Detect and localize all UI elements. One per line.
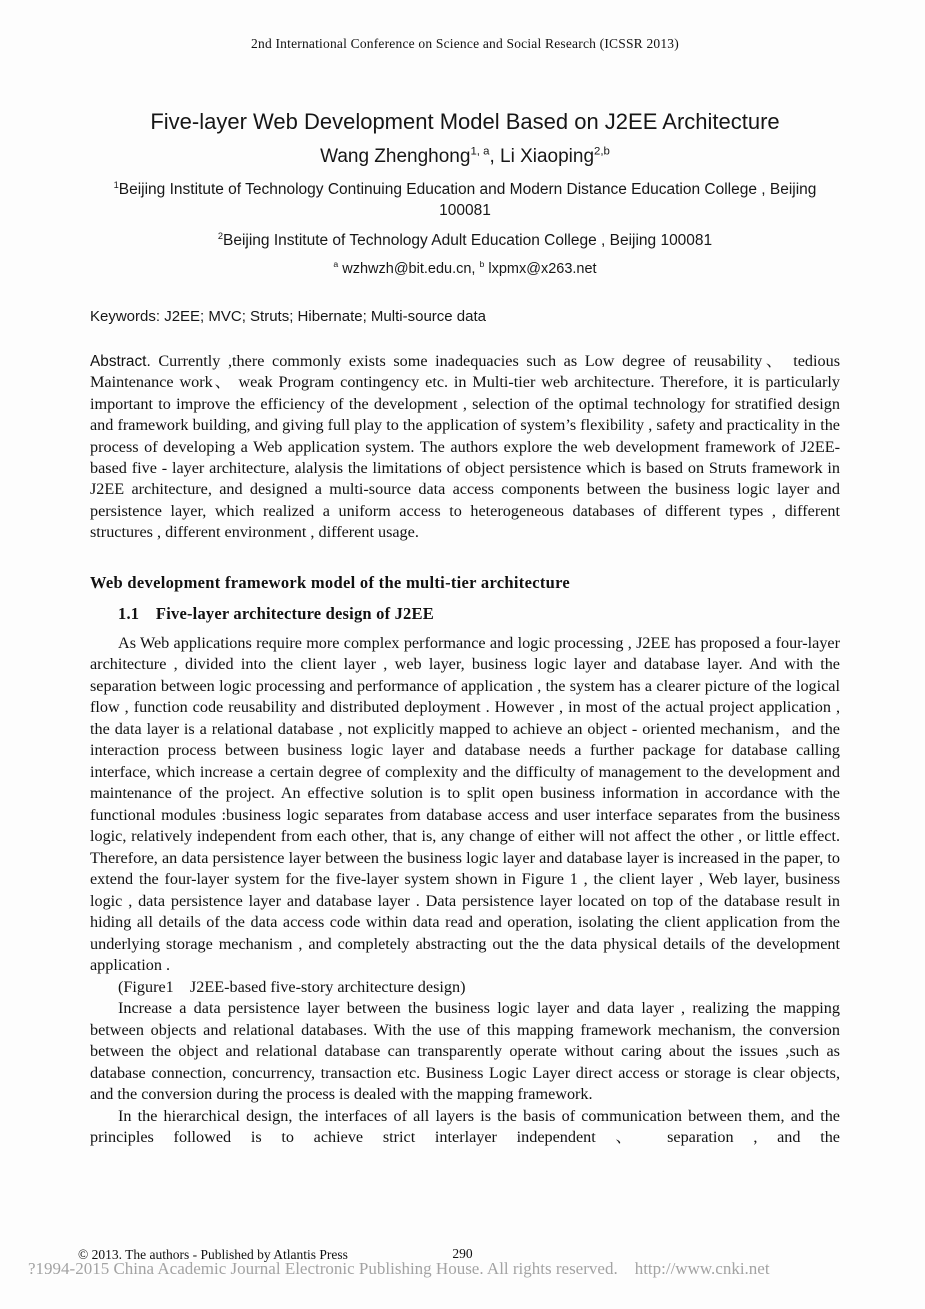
affiliation-1 bbox=[90, 179, 840, 221]
body-paragraph-1: As Web applications require more complex performance and logic processing , J2EE has proposed a four-layer architecture , divided into the client layer , web layer, business logic layer and database layer. And with the separation between logic processing and performance of application , the system has a clearer picture of the logical flow , function code reusability and distributed deployment . However , in most of the actual project application , the data layer is a relational database , not explicitly mapped to achieve an object - oriented mechanism，and the interaction process between business logic layer and database needs a further package for database calling interface, which increase a certain degree of complexity and the difficulty of management to the development and maintenance of the project. An effective solution is to split open business information in accordance with the functional modules :business logic separates from database access and user interface separates from the business logic, relatively independent from each other, that is, any change of either will not affect the other , or little effect. Therefore, an data persistence layer between the business logic layer and database layer is increased in the paper, to extend the four-layer system for the five-layer system shown in Figure 1 , the client layer , Web layer, business logic , data persistence layer and database layer . Data persistence layer located on top of the database result in hiding all details of the data access code within data read and operation, isolating the client application from the underlying storage mechanism , and completely abstracting out the the data physical details of the development application . bbox=[90, 633, 840, 975]
running-header: 2nd International Conference on Science and Social Research (ICSSR 2013) bbox=[251, 36, 679, 51]
affiliation-2-text: Beijing Institute of Technology Adult Education College , Beijing 100081 bbox=[223, 232, 713, 249]
author-2-name: Li Xiaoping bbox=[500, 146, 595, 167]
body-paragraph-3: In the hierarchical design, the interfaces of all layers is the basis of communication between them, and the principles followed is to achieve strict interlayer independent 、 separation , and the bbox=[90, 1106, 840, 1147]
author-1-superscript: 1, a bbox=[470, 145, 490, 158]
cnki-watermark: ?1994-2015 China Academic Journal Electronic Publishing House. All rights reserved. http://www.cnki.net bbox=[28, 1259, 770, 1278]
email-b-address: lxpmx@x263.net bbox=[484, 261, 597, 277]
author-line bbox=[90, 146, 840, 168]
author-separator: , bbox=[489, 146, 501, 167]
subsection-heading: 1.1 Five-layer architecture design of J2EE bbox=[118, 603, 434, 623]
section-heading: Web development framework model of the multi-tier architecture bbox=[90, 572, 571, 592]
email-a-address: wzhwzh@bit.edu.cn, bbox=[338, 261, 480, 277]
body-paragraph-2: Increase a data persistence layer between the business logic layer and data layer , realizing the mapping between objects and relational databases. With the use of this mapping framework mechanism, the conversion between the object and relational database can transparently operate without caring about the issues ,such as database connection, concurrency, transaction etc. Business Logic Layer direct access or storage is clear objects, and the conversion during the process is dealed with the mapping framework. bbox=[90, 999, 840, 1104]
page-number: 290 bbox=[452, 1246, 473, 1261]
author-2-superscript: 2,b bbox=[594, 145, 610, 158]
abstract-text: Currently ,there commonly exists some inadequacies such as Low degree of reusability、 tedious Maintenance work、 weak Program contingency etc. in Multi-tier web architecture. Therefore, it is particularly important to improve the efficiency of the development , selection of the optimal technology for stratified design and framework building, and giving full play to the application of system’s flexibility , safety and practicality in the process of developing a Web application system. The authors explore the web development framework of J2EE-based five - layer architecture, alalysis the limitations of object persistence which is based on Struts framework in J2EE architecture, and designed a multi-source data access components between the business logic layer and persistence layer, which realized a uniform access to heterogeneous databases of different types , different structures , different environment , different usage. bbox=[90, 352, 840, 542]
affiliation-1-text: Beijing Institute of Technology Continuing Education and Modern Distance Education College , Beijing 100081 bbox=[118, 181, 817, 219]
copyright-notice: © 2013. The authors - Published by Atlantis Press bbox=[78, 1247, 348, 1262]
paper-title: Five-layer Web Development Model Based on J2EE Architecture bbox=[150, 109, 780, 134]
email-b-superscript: b bbox=[479, 259, 485, 270]
affiliation-1-superscript: 1 bbox=[113, 179, 119, 190]
keywords-line: Keywords: J2EE; MVC; Struts; Hibernate; Multi-source data bbox=[90, 308, 486, 325]
author-1-name: Wang Zhenghong bbox=[320, 146, 471, 167]
figure-caption: (Figure1 J2EE-based five-story architecture design) bbox=[118, 977, 466, 996]
abstract-paragraph bbox=[90, 351, 840, 544]
abstract-label: Abstract. bbox=[90, 353, 151, 370]
email-line bbox=[90, 261, 840, 277]
affiliation-2-superscript: 2 bbox=[217, 230, 223, 241]
email-a-superscript: a bbox=[333, 259, 339, 270]
affiliation-2 bbox=[90, 230, 840, 251]
